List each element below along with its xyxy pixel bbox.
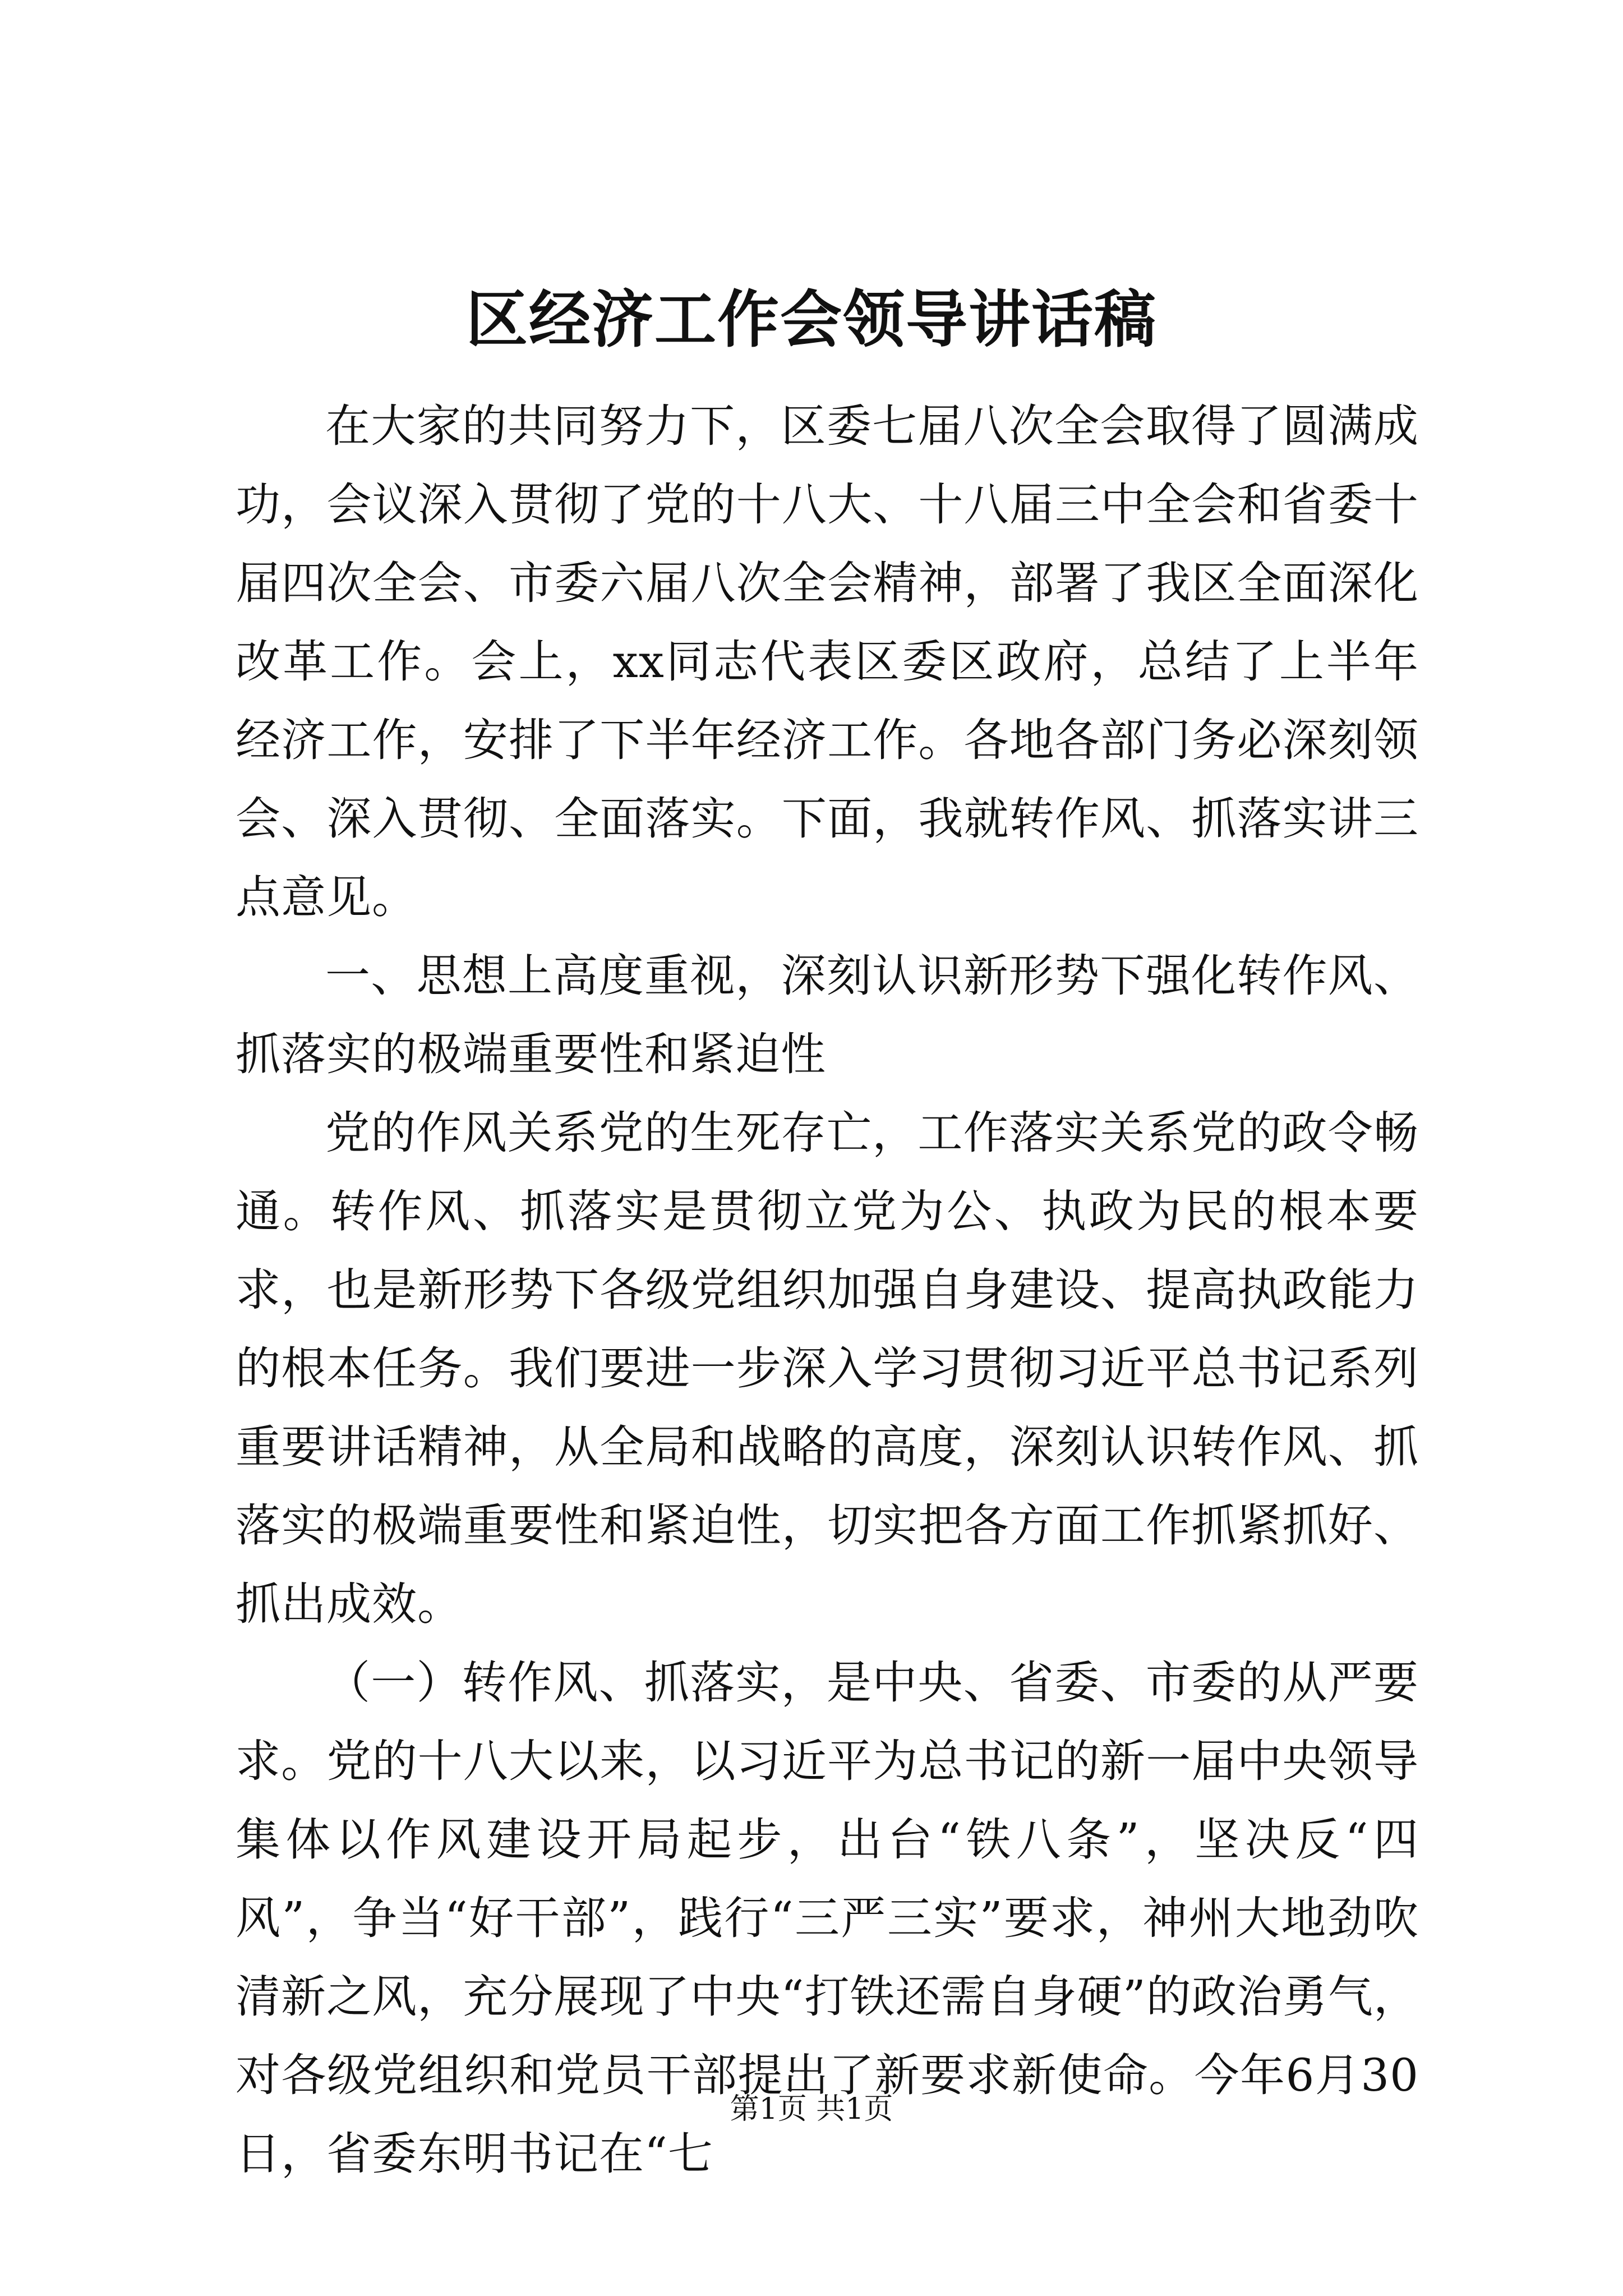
section-heading: 一、思想上高度重视，深刻认识新形势下强化转作风、抓落实的极端重要性和紧迫性 (236, 950, 1419, 1080)
document-body (236, 387, 1419, 2193)
page-number-footer: 第1页 共1页 (730, 2092, 893, 2126)
paragraph: 党的作风关系党的生死存亡，工作落实关系党的政令畅通。转作风、抓落实是贯彻立党为公、执政为民的根本要求，也是新形势下各级党组织加强自身建设、提高执政能力的根本任务。我们要进一步深入学习贯彻习近平总书记系列重要讲话精神，从全局和战略的高度，深刻认识转作风、抓落实的极端重要性和紧迫性，切实把各方面工作抓紧抓好、抓出成效。 (236, 1107, 1419, 1630)
document-title: 区经济工作会领导讲话稿 (466, 283, 1157, 356)
paragraph: 在大家的共同努力下，区委七届八次全会取得了圆满成功，会议深入贯彻了党的十八大、十八届三中全会和省委十届四次全会、市委六届八次全会精神，部署了我区全面深化改革工作。会上，xx同志代表区委区政府，总结了上半年经济工作，安排了下半年经济工作。各地各部门务必深刻领会、深入贯彻、全面落实。下面，我就转作风、抓落实讲三点意见。 (236, 400, 1419, 923)
paragraph: （一）转作风、抓落实，是中央、省委、市委的从严要求。党的十八大以来，以习近平为总书记的新一届中央领导集体以作风建设开局起步，出台“铁八条”，坚决反“四风”，争当“好干部”，践行“三严三实”要求，神州大地劲吹清新之风，充分展现了中央“打铁还需自身硬”的政治勇气，对各级党组织和党员干部提出了新要求新使命。今年6月30日，省委东明书记在“七 (236, 1657, 1419, 2180)
